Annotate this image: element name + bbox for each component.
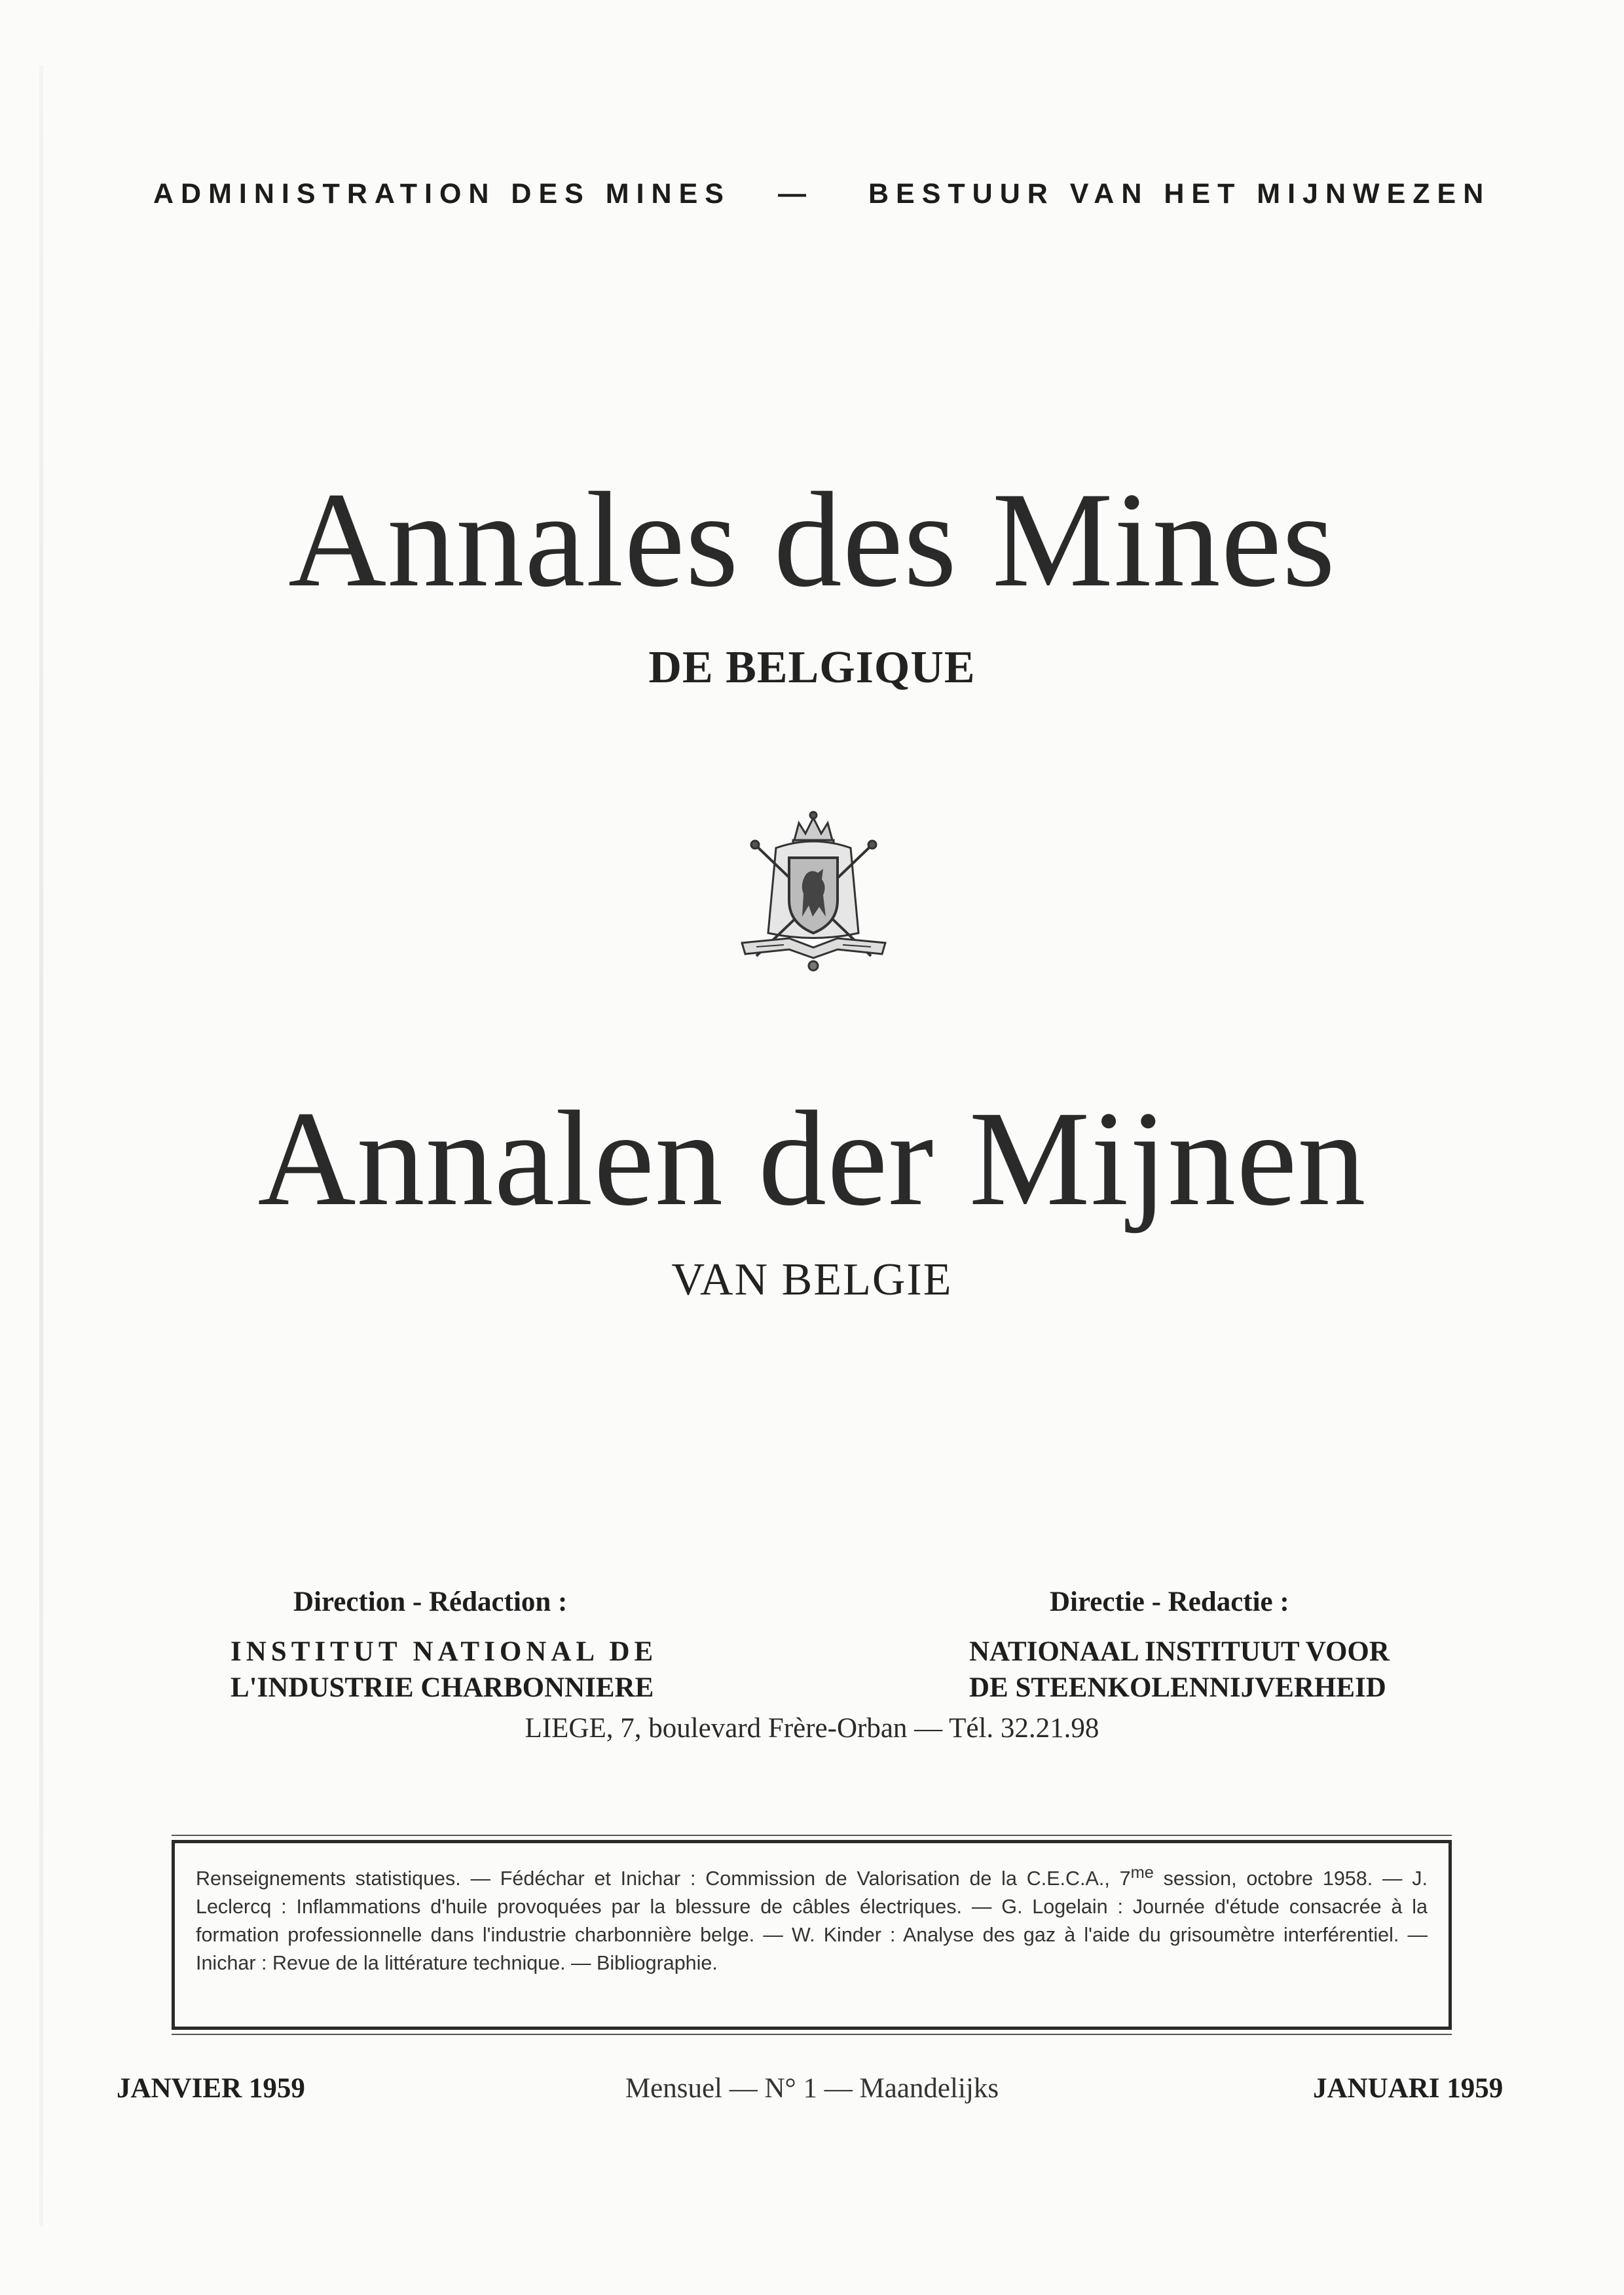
institute-nl-line2: DE STEENKOLENNIJVERHEID <box>969 1672 1386 1703</box>
administration-fr: ADMINISTRATION DES MINES <box>153 178 731 210</box>
subtitle-nl: VAN BELGIE <box>671 1255 953 1305</box>
administration-nl: BESTUUR VAN HET MIJNWEZEN <box>868 178 1491 210</box>
date-fr: JANVIER 1959 <box>117 2073 305 2104</box>
institute-nl <box>969 1634 1390 1706</box>
contents-box <box>172 1840 1452 2030</box>
direction-heading-nl: Directie - Redactie : <box>1050 1587 1289 1617</box>
date-nl: JANUARI 1959 <box>1313 2073 1504 2104</box>
institute-fr-line1: INSTITUT NATIONAL DE <box>231 1636 658 1667</box>
contents-text-part1: Renseignements statistiques. — Fédéchar et Inichar : Commission de Valorisation de la C.E.C.A., 7 <box>196 1867 1131 1890</box>
belgian-coat-of-arms-icon <box>737 809 891 972</box>
direction-heading-fr: Direction - Rédaction : <box>293 1587 568 1617</box>
title-nl: Annalen der Mijnen <box>257 1083 1367 1234</box>
contents-superscript: me <box>1130 1864 1154 1882</box>
institute-fr <box>231 1634 657 1706</box>
contents-text-part2: session, octobre 1958. — J. Leclercq : Inflammations d'huile provoquées par la blessure de câbles électriques. — G. Logelain : Journée d'étude consacrée à la formation professionnelle dans l'industrie charbonnière belge. — W. Kinder : Analyse des gaz à l'aide du grisoumètre interférentiel. — Inichar : Revue de la littérature technique. — Bibliographie. <box>196 1867 1428 1975</box>
institute-fr-line2: L'INDUSTRIE CHARBONNIERE <box>231 1672 654 1703</box>
subtitle-fr: DE BELGIQUE <box>648 642 976 693</box>
title-fr: Annales des Mines <box>288 464 1336 615</box>
header-separator: — <box>778 178 813 210</box>
institute-nl-line1: NATIONAAL INSTITUUT VOOR <box>969 1636 1390 1667</box>
periodicity: Mensuel — N° 1 — Maandelijks <box>625 2073 999 2104</box>
address: LIEGE, 7, boulevard Frère-Orban — Tél. 32.21.98 <box>525 1713 1099 1744</box>
